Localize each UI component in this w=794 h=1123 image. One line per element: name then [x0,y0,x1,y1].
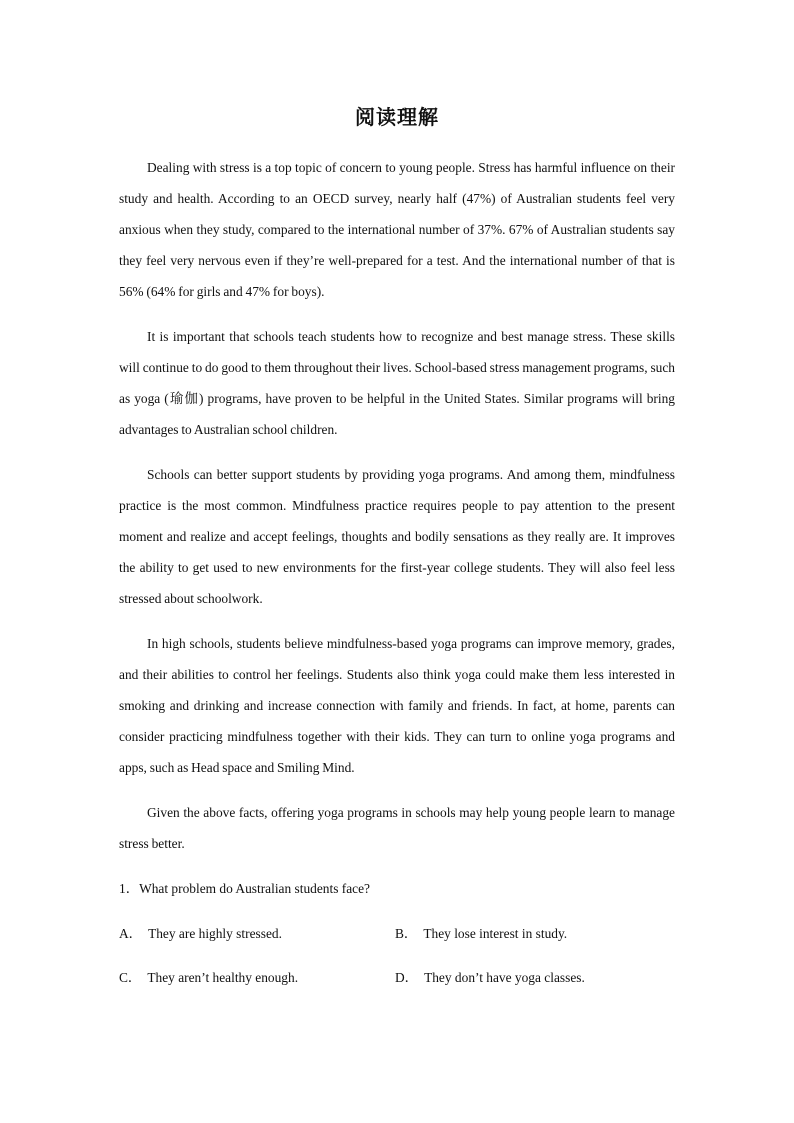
page-title: 阅读理解 [355,105,439,129]
passage-paragraph-4: In high schools, students believe mindfulness-based yoga programs can improve memory, grades, and their abilities to control her feelings. Students also think yoga could make them less interested in smoking and drinking and increase connection with family and friends. In fact, at home, parents can consider practicing mindfulness together with their kids. They can turn to online yoga programs and apps, such as Head space and Smiling Mind. [119,636,675,775]
option-a [119,918,282,949]
passage-paragraph-2: It is important that schools teach students how to recognize and best manage stress. These skills will continue to do good to them throughout their lives. School-based stress management programs, such as yoga (瑜伽) programs, have proven to be helpful in the United States. Similar programs will bring advantages to Australian school children. [119,329,675,437]
passage-paragraph-5: Given the above facts, offering yoga programs in schools may help young people learn to manage stress better. [119,805,675,851]
option-a-text: They are highly stressed. [148,926,282,941]
option-c-letter: C． [119,970,142,985]
option-b [395,918,567,949]
passage-paragraph-1: Dealing with stress is a top topic of concern to young people. Stress has harmful influence on their study and health. According to an OECD survey, nearly half (47%) of Australian students feel very anxious when they study, compared to the international number of 37%. 67% of Australian students say they feel very nervous even if they’re well-prepared for a test. And the international number of that is 56% (64% for girls and 47% for boys). [119,160,675,299]
option-c [119,962,298,993]
question-1-stem: 1．What problem do Australian students face? [119,881,371,896]
option-d-text: They don’t have yoga classes. [424,970,585,985]
option-b-text: They lose interest in study. [423,926,568,941]
option-a-letter: A． [119,926,143,941]
option-d [395,962,585,993]
option-c-text: They aren’t healthy enough. [147,970,299,985]
option-d-letter: D． [395,970,419,985]
passage-paragraph-3: Schools can better support students by providing yoga programs. And among them, mindfulness practice is the most common. Mindfulness practice requires people to pay attention to the present moment and realize and accept feelings, thoughts and bodily sensations as they really are. It improves the ability to get used to new environments for the first-year college students. They will also feel less stressed about schoolwork. [119,467,675,606]
option-b-letter: B． [395,926,418,941]
